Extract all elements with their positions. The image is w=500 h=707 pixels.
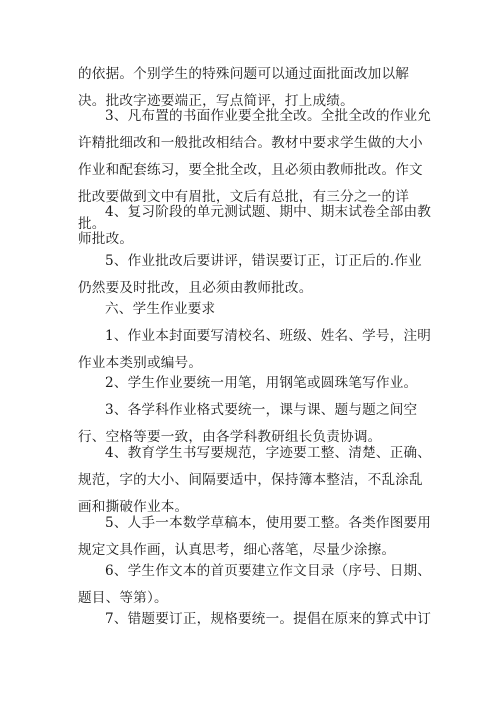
paragraph-item-3-format: 3、各学科作业格式要统一，课与课、题与题之间空行、空格等要一致，由各学科教研组长负责协调。: [78, 402, 418, 445]
paragraph-item-2-pen: 2、学生作业要统一用笔，用钢笔或圆珠笔写作业。: [105, 375, 418, 391]
paragraph-item-4-review-tests: 4、复习阶段的单元测试题、期中、期末试卷全部由教师批改。: [78, 204, 432, 247]
paragraph-item-5-feedback: 5、作业批改后要讲评，错误要订正，订正后的.作业仍然要及时批改，且必须由教师批改。: [78, 253, 422, 296]
paragraph-item-5-draft: 5、人手一本数学草稿本，使用要工整。各类作图要用规定文具作画，认真思考，细心落笔，尽量少涂擦。: [78, 515, 432, 558]
section-heading-student-homework: 六、学生作业要求: [105, 301, 216, 317]
paragraph-item-3-full-grading: 3、凡布置的书面作业要全批全改。全批全改的作业允许精批细改和一般批改相结合。教材中要求学生做的大小作业和配套练习，要全批全改，且必须由教师批改。作文批改要做到文中有眉批，文后有总批，有三分之一的详批。: [78, 108, 432, 232]
paragraph-item-4-writing: 4、教育学生书写要规范，字迹要工整、清楚、正确、规范，字的大小、间隔要适中，保持簿本整洁，不乱涂乱画和撕破作业本。: [78, 445, 432, 515]
paragraph-item-7-corrections: 7、错题要订正，规格要统一。提倡在原来的算式中订: [105, 611, 432, 627]
paragraph-item-6-catalog: 6、学生作文本的首页要建立作文目录（序号、日期、题目、等第）。: [78, 563, 432, 606]
paragraph-item-1-cover: 1、作业本封面要写清校名、班级、姓名、学号，注明作业本类别或编号。: [78, 328, 432, 371]
paragraph-continuation: 的依据。个别学生的特殊问题可以通过面批面改加以解决。批改字迹要端正，写点简评，打上成绩。: [78, 66, 410, 109]
